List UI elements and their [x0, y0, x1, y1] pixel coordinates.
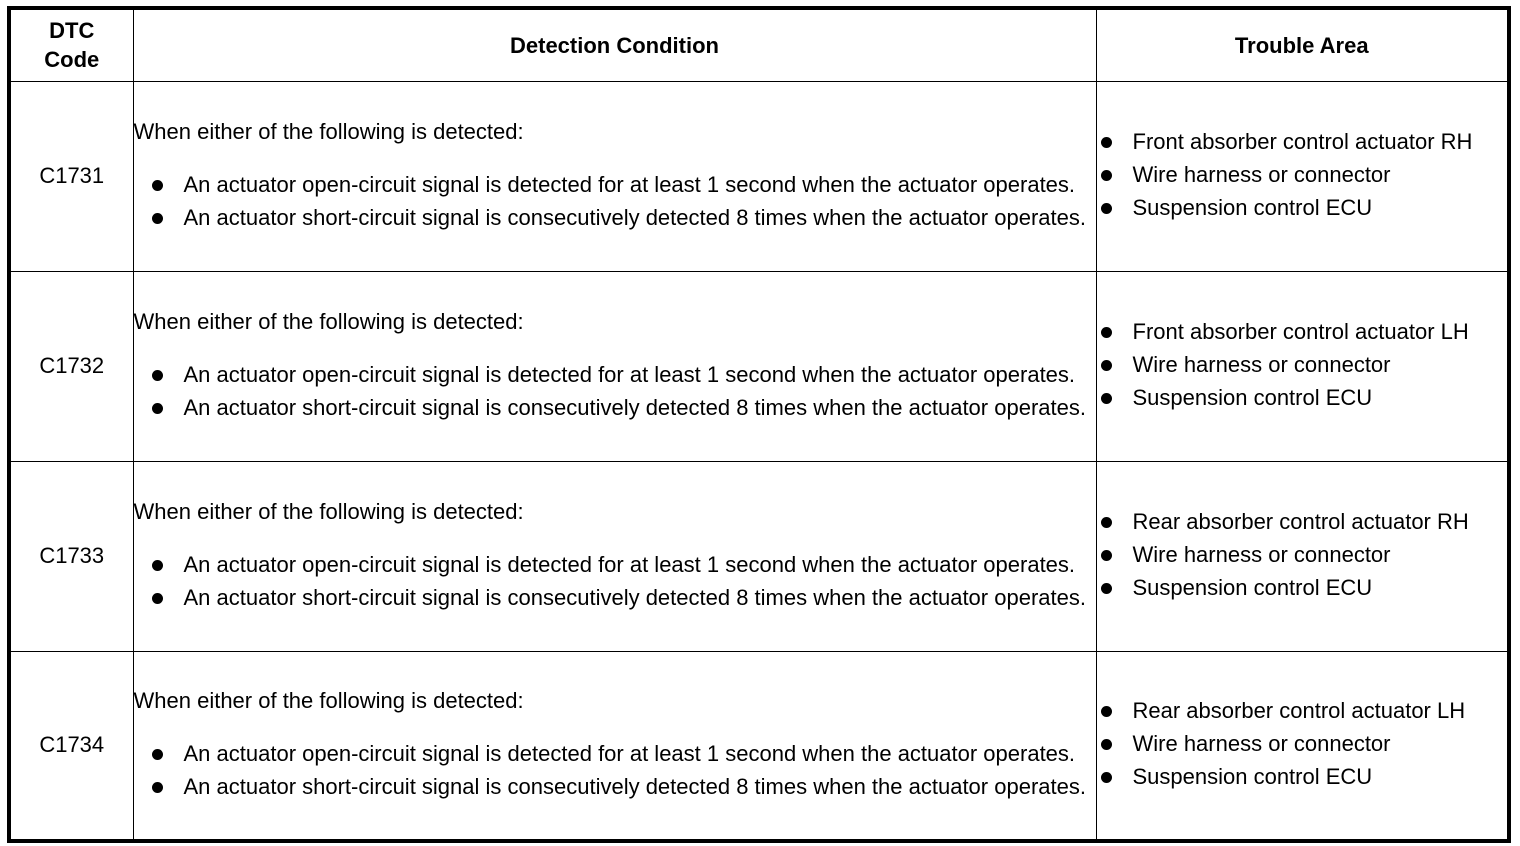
condition-text: An actuator short-circuit signal is consecutively detected 8 times when the actuator operates. [183, 204, 1086, 230]
condition-text: An actuator short-circuit signal is consecutively detected 8 times when the actuator operates. [183, 773, 1086, 799]
trouble-area-text: Wire harness or connector [1132, 161, 1391, 187]
bullet-icon [1101, 772, 1112, 783]
bullet-icon [1101, 393, 1112, 404]
condition-text: An actuator open-circuit signal is detected for at least 1 second when the actuator operates. [183, 171, 1076, 197]
bullet-icon [1101, 360, 1112, 371]
bullet-icon [1101, 739, 1112, 750]
bullet-icon [1101, 137, 1112, 148]
condition-text: An actuator open-circuit signal is detected for at least 1 second when the actuator operates. [183, 551, 1076, 577]
trouble-area-text: Front absorber control actuator LH [1132, 318, 1469, 344]
table-row [9, 651, 1509, 841]
trouble-area-item [1097, 540, 1508, 570]
condition-list [134, 739, 1096, 802]
trouble-area-text: Wire harness or connector [1132, 730, 1391, 756]
trouble-area-text: Suspension control ECU [1132, 384, 1373, 410]
trouble-area-item [1097, 507, 1508, 537]
trouble-area-item [1097, 729, 1508, 759]
condition-item [134, 203, 1096, 233]
bullet-icon [1101, 203, 1112, 214]
bullet-icon [152, 782, 163, 793]
bullet-icon [1101, 517, 1112, 528]
condition-item [134, 772, 1096, 802]
table-row [9, 461, 1509, 651]
bullet-icon [1101, 170, 1112, 181]
bullet-icon [1101, 706, 1112, 717]
bullet-icon [152, 403, 163, 414]
trouble-area-item [1097, 127, 1508, 157]
header-dtc-code: DTC Code [9, 8, 133, 81]
condition-item [134, 583, 1096, 613]
trouble-area-text: Wire harness or connector [1132, 541, 1391, 567]
trouble-area-item [1097, 383, 1508, 413]
condition-item [134, 393, 1096, 423]
bullet-icon [152, 593, 163, 604]
condition-list [134, 170, 1096, 233]
table-row [9, 81, 1509, 271]
trouble-area-list [1097, 317, 1508, 413]
condition-item [134, 550, 1096, 580]
condition-intro: When either of the following is detected: [133, 118, 524, 144]
trouble-area-cell [1096, 461, 1509, 651]
detection-condition-cell [133, 271, 1096, 461]
bullet-icon [1101, 550, 1112, 561]
bullet-icon [152, 213, 163, 224]
detection-condition-cell [133, 461, 1096, 651]
condition-intro: When either of the following is detected: [133, 498, 524, 524]
bullet-icon [152, 749, 163, 760]
dtc-code-cell: C1732 [9, 271, 133, 461]
detection-condition-cell [133, 651, 1096, 841]
condition-text: An actuator short-circuit signal is consecutively detected 8 times when the actuator operates. [183, 394, 1086, 420]
trouble-area-text: Front absorber control actuator RH [1132, 128, 1473, 154]
trouble-area-list [1097, 507, 1508, 603]
trouble-area-text: Suspension control ECU [1132, 763, 1373, 789]
trouble-area-text: Wire harness or connector [1132, 351, 1391, 377]
header-trouble-area: Trouble Area [1096, 8, 1509, 81]
dtc-code-cell: C1731 [9, 81, 133, 271]
detection-condition-cell [133, 81, 1096, 271]
trouble-area-item [1097, 350, 1508, 380]
bullet-icon [152, 560, 163, 571]
trouble-area-text: Suspension control ECU [1132, 574, 1373, 600]
trouble-area-text: Rear absorber control actuator LH [1132, 697, 1466, 723]
header-detection-condition: Detection Condition [133, 8, 1096, 81]
header-row [9, 8, 1509, 81]
trouble-area-text: Suspension control ECU [1132, 194, 1373, 220]
condition-intro: When either of the following is detected: [133, 308, 524, 334]
condition-text: An actuator open-circuit signal is detected for at least 1 second when the actuator operates. [183, 740, 1076, 766]
dtc-code-cell: C1733 [9, 461, 133, 651]
dtc-table [7, 6, 1511, 843]
trouble-area-list [1097, 696, 1508, 792]
condition-list [134, 360, 1096, 423]
trouble-area-item [1097, 762, 1508, 792]
condition-item [134, 170, 1096, 200]
table-row [9, 271, 1509, 461]
dtc-code-cell: C1734 [9, 651, 133, 841]
trouble-area-item [1097, 696, 1508, 726]
trouble-area-cell [1096, 81, 1509, 271]
condition-text: An actuator open-circuit signal is detected for at least 1 second when the actuator operates. [183, 361, 1076, 387]
bullet-icon [1101, 327, 1112, 338]
condition-intro: When either of the following is detected: [133, 687, 524, 713]
trouble-area-item [1097, 573, 1508, 603]
trouble-area-cell [1096, 271, 1509, 461]
trouble-area-cell [1096, 651, 1509, 841]
trouble-area-item [1097, 317, 1508, 347]
trouble-area-item [1097, 160, 1508, 190]
bullet-icon [1101, 583, 1112, 594]
bullet-icon [152, 370, 163, 381]
condition-item [134, 739, 1096, 769]
condition-item [134, 360, 1096, 390]
trouble-area-item [1097, 193, 1508, 223]
trouble-area-list [1097, 127, 1508, 223]
condition-list [134, 550, 1096, 613]
condition-text: An actuator short-circuit signal is consecutively detected 8 times when the actuator operates. [183, 584, 1086, 610]
bullet-icon [152, 180, 163, 191]
trouble-area-text: Rear absorber control actuator RH [1132, 508, 1469, 534]
